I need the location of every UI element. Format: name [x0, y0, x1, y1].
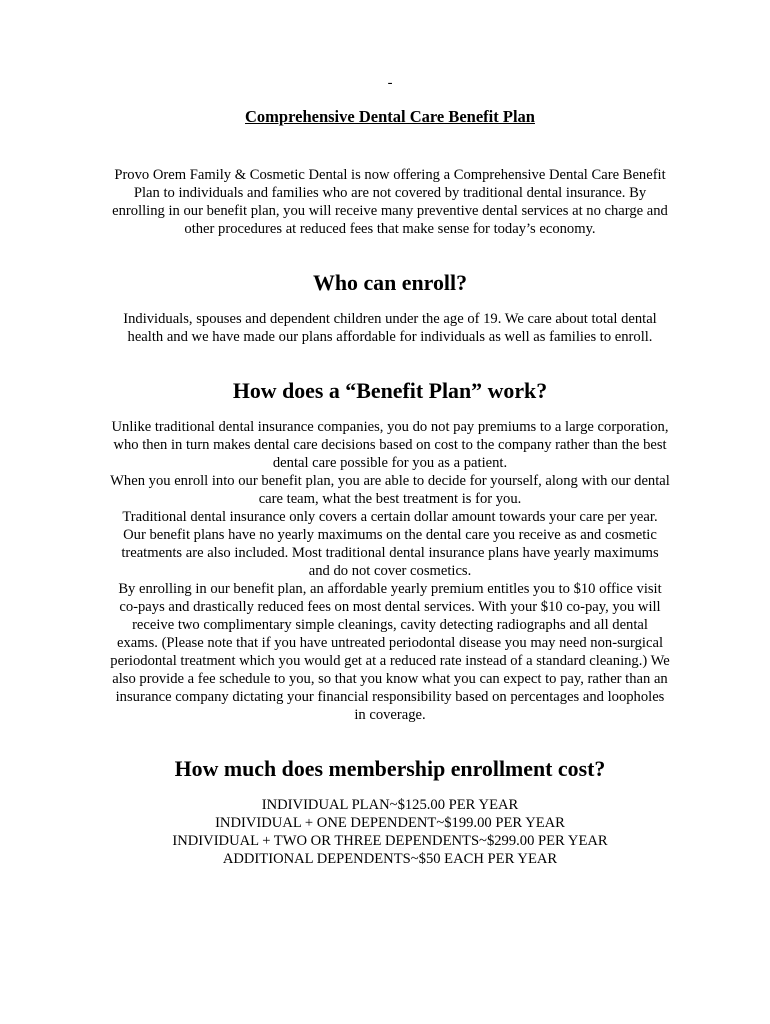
header-dash: -: [387, 75, 393, 91]
pricing-item-one-dependent: INDIVIDUAL + ONE DEPENDENT~$199.00 PER YEAR: [215, 815, 565, 831]
document-title: Comprehensive Dental Care Benefit Plan: [245, 107, 535, 126]
intro-paragraph: Provo Orem Family & Cosmetic Dental is now offering a Comprehensive Dental Care Benefit Plan to individuals and families who are not covered by traditional dental insurance. By enrolling in our benefit plan, you will receive many preventive dental services at no charge and other procedures at reduced fees that make sense for today’s economy.: [112, 167, 668, 237]
pricing-list: [110, 796, 670, 868]
pricing-item-individual: INDIVIDUAL PLAN~$125.00 PER YEAR: [261, 797, 519, 813]
how-it-works-paragraph-1: Unlike traditional dental insurance companies, you do not pay premiums to a large corporation, who then in turn makes dental care decisions based on cost to the company rather than the best dental care possible for you as a patient.: [111, 419, 669, 471]
how-it-works-paragraph-3: Traditional dental insurance only covers a certain dollar amount towards your care per year. Our benefit plans have no yearly maximums on the dental care you receive as and cosmetic treatments are also included. Most traditional dental insurance plans have yearly maximums and do not cover cosmetics.: [121, 509, 659, 579]
who-can-enroll-paragraph: Individuals, spouses and dependent children under the age of 19. We care about total dental health and we have made our plans affordable for individuals as well as families to enroll.: [123, 311, 657, 345]
section-heading-who-can-enroll: Who can enroll?: [312, 270, 468, 295]
pricing-item-additional-dependents: ADDITIONAL DEPENDENTS~$50 EACH PER YEAR: [222, 851, 558, 867]
how-it-works-paragraph-2: When you enroll into our benefit plan, you are able to decide for yourself, along with our dental care team, what the best treatment is for you.: [110, 473, 670, 507]
pricing-item-two-three-dependents: INDIVIDUAL + TWO OR THREE DEPENDENTS~$299.00 PER YEAR: [172, 833, 608, 849]
section-heading-how-it-works: How does a “Benefit Plan” work?: [232, 378, 548, 403]
section-heading-enrollment-cost: How much does membership enrollment cost?: [174, 756, 606, 781]
how-it-works-paragraph-4: By enrolling in our benefit plan, an affordable yearly premium entitles you to $10 office visit co-pays and drastically reduced fees on most dental services. With your $10 co-pay, you will receive two complimentary simple cleanings, cavity detecting radiographs and all dental exams. (Please note that if you have untreated periodontal disease you may need non-surgical periodontal treatment which you would get at a reduced rate instead of a standard cleaning.) We also provide a fee schedule to you, so that you know what you can expect to pay, rather than an insurance company dictating your financial responsibility based on percentages and loopholes in coverage.: [110, 581, 670, 723]
